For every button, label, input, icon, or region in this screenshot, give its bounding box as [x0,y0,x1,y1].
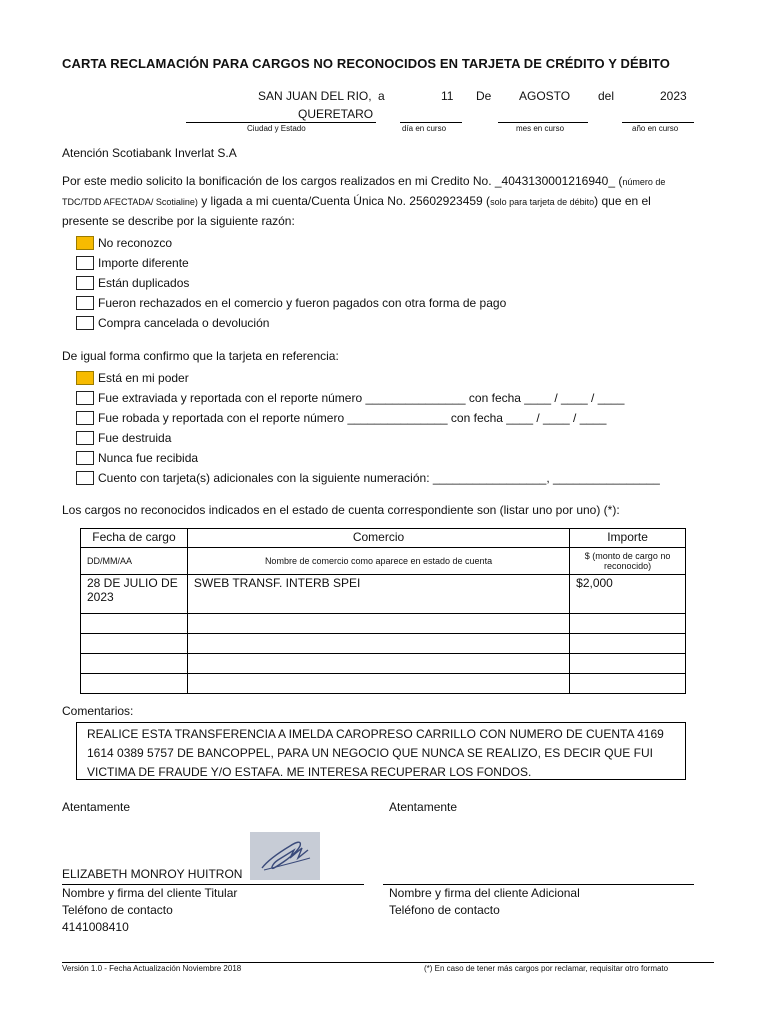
left-caption: Nombre y firma del cliente Titular [62,886,238,900]
cell-fecha[interactable] [81,614,188,634]
reason-duplicados[interactable] [76,276,189,290]
cell-fecha[interactable]: 28 DE JULIO DE 2023 [81,575,188,614]
reason-label: Fueron rechazados en el comercio y fueron pagados con otra forma de pago [98,296,507,310]
status-checkbox-1[interactable] [76,391,94,405]
cell-importe[interactable] [570,674,686,694]
table-row [81,614,686,634]
year-underline [622,122,694,123]
cell-comercio[interactable] [187,634,569,654]
city-line2: QUERETARO [298,107,374,121]
status-label: Fue destruida [98,431,172,445]
cell-importe[interactable] [570,614,686,634]
caption-day: día en curso [402,124,447,133]
date-day: 11 [441,89,454,103]
reason-label: No reconozco [98,236,173,250]
subheader-comercio: Nombre de comercio como aparece en estado de cuenta [187,548,569,575]
status-checkbox-4[interactable] [76,451,94,465]
cell-importe[interactable]: $2,000 [570,575,686,614]
date-de2: del [598,89,615,103]
status-checkbox-3[interactable] [76,431,94,445]
status-label: Cuento con tarjeta(s) adicionales con la siguiente numeración: _________________, ________________ [98,471,660,485]
table-row [81,634,686,654]
status-label: Nunca fue recibida [98,451,199,465]
status-extraviada[interactable] [76,391,624,405]
day-underline [400,122,462,123]
cell-fecha[interactable] [81,674,188,694]
table-row [81,674,686,694]
comments-box[interactable]: REALICE ESTA TRANSFERENCIA A IMELDA CAROPRESO CARRILLO CON NUMERO DE CUENTA 4169 1614 0389 5757 DE BANCOPPEL, PARA UN NEGOCIO QUE NUNCA SE REALIZO, ES DECIR QUE FUI VICTIMA DE FRAUDE Y/O ESTAFA. ME INTERESA RECUPERAR LOS FONDOS. [76,722,686,780]
right-caption: Nombre y firma del cliente Adicional [389,886,580,900]
table-subheader-row [81,548,686,575]
reason-no-reconozco[interactable] [76,236,172,250]
table-row [81,575,686,614]
card-status-intro: De igual forma confirmo que la tarjeta en referencia: [62,349,339,363]
reason-checkbox-2[interactable] [76,276,94,290]
status-destruida[interactable] [76,431,171,445]
status-checkbox-2[interactable] [76,411,94,425]
date-de1: De [476,89,492,103]
attention-line: Atención Scotiabank Inverlat S.A [62,146,237,160]
status-robada[interactable] [76,411,606,425]
cell-comercio[interactable]: SWEB TRANSF. INTERB SPEI [187,575,569,614]
cell-importe[interactable] [570,634,686,654]
page-title: CARTA RECLAMACIÓN PARA CARGOS NO RECONOCIDOS EN TARJETA DE CRÉDITO Y DÉBITO [62,56,670,71]
caption-month: mes en curso [516,124,565,133]
reason-checkbox-4[interactable] [76,316,94,330]
table-row [81,654,686,674]
signature-image [250,832,320,880]
left-atentamente: Atentamente [62,800,131,814]
cell-fecha[interactable] [81,634,188,654]
footer-note: (*) En caso de tener más cargos por reclamar, requisitar otro formato [424,964,669,973]
reason-rechazados[interactable] [76,296,506,310]
date-year: 2023 [660,89,687,103]
cell-fecha[interactable] [81,654,188,674]
charges-intro: Los cargos no reconocidos indicados en el estado de cuenta correspondiente son (listar uno por uno) (*): [62,503,620,517]
status-adicionales[interactable] [76,471,660,485]
reason-cancelada[interactable] [76,316,269,330]
comments-label: Comentarios: [62,704,134,718]
reason-checkbox-1[interactable] [76,256,94,270]
footer-rule [62,962,714,963]
charges-table [80,528,686,694]
header-comercio: Comercio [187,529,569,548]
header-fecha: Fecha de cargo [81,529,188,548]
city-underline [186,122,376,123]
reason-checkbox-0[interactable] [76,236,94,250]
left-phone-label: Teléfono de contacto [62,903,173,917]
status-en-mi-poder[interactable] [76,371,189,385]
table-header-row [81,529,686,548]
month-underline [498,122,588,123]
request-line3: presente se describe por la siguiente razón: [62,214,295,228]
cell-comercio[interactable] [187,654,569,674]
status-checkbox-0[interactable] [76,371,94,385]
city-line1: SAN JUAN DEL RIO, [258,89,372,103]
right-phone-label: Teléfono de contacto [389,903,500,917]
request-line1: Por este medio solicito la bonificación de los cargos realizados en mi Credito No. _4043130001216940_ (número de [62,174,666,188]
header-importe: Importe [570,529,686,548]
reason-label: Compra cancelada o devolución [98,316,270,330]
caption-year: año en curso [632,124,679,133]
status-label: Fue robada y reportada con el reporte número _______________ con fecha ____ / ____ / ____ [98,411,607,425]
reason-importe-diferente[interactable] [76,256,189,270]
left-signature-line [62,884,364,885]
subheader-fecha: DD/MM/AA [81,548,188,575]
right-atentamente: Atentamente [389,800,458,814]
status-label: Está en mi poder [98,371,189,385]
status-checkbox-5[interactable] [76,471,94,485]
subheader-importe: $ (monto de cargo no reconocido) [570,548,686,575]
date-a: a [378,89,385,103]
cell-comercio[interactable] [187,614,569,634]
footer-version: Versión 1.0 - Fecha Actualización Noviembre 2018 [62,964,242,973]
caption-city: Ciudad y Estado [247,124,306,133]
reason-checkbox-3[interactable] [76,296,94,310]
request-line2: TDC/TDD AFECTADA/ Scotialine) y ligada a mi cuenta/Cuenta Única No. 25602923459 (solo para tarjeta de débito) que en el [62,194,651,208]
reason-label: Están duplicados [98,276,190,290]
left-phone: 4141008410 [62,920,129,934]
right-signature-line [383,884,694,885]
cell-importe[interactable] [570,654,686,674]
signature-scribble-icon [250,832,320,880]
status-label: Fue extraviada y reportada con el reporte número _______________ con fecha ____ / ____ / ____ [98,391,625,405]
cell-comercio[interactable] [187,674,569,694]
reason-label: Importe diferente [98,256,189,270]
holder-name: ELIZABETH MONROY HUITRON [62,867,243,881]
date-month: AGOSTO [519,89,571,103]
status-no-recibida[interactable] [76,451,198,465]
